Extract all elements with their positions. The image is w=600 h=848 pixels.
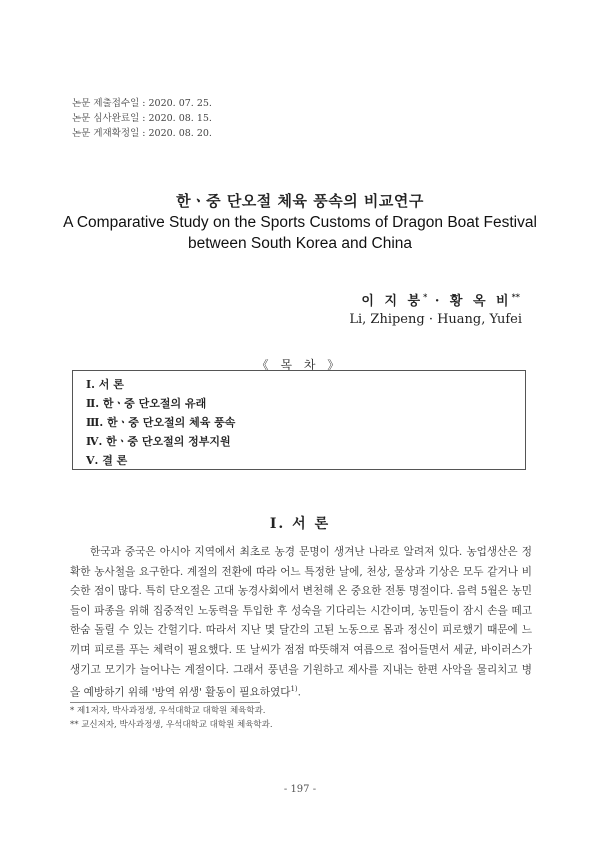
table-of-contents — [86, 375, 235, 470]
footnote-reference: 1) — [290, 685, 298, 694]
footnotes — [70, 704, 273, 732]
authors-korean — [361, 290, 520, 309]
submission-dates — [72, 96, 212, 141]
date-accepted: 논문 게재확정일 : 2020. 08. 20. — [72, 128, 212, 139]
authors-english: Li, Zhipeng · Huang, Yufei — [349, 312, 522, 327]
paper-title-english: A Comparative Study on the Sports Customs of Dragon Boat Festival between South Korea and China — [63, 214, 537, 252]
date-submitted: 논문 제출접수일 : 2020. 07. 25. — [72, 98, 212, 109]
page-number: - 197 - — [283, 784, 317, 795]
author-2-mark: ** — [511, 291, 520, 302]
footnote-first-author: * 제1저자, 박사과정생, 우석대학교 대학원 체육학과. — [70, 706, 266, 716]
toc-item: Ⅴ. 결 론 — [86, 454, 128, 467]
author-1: 이 지 붕 — [361, 294, 424, 309]
body-text: 한국과 중국은 아시아 지역에서 최초로 농경 문명이 생겨난 나라로 알려져 있다. 농업생산은 정확한 농사철을 요구한다. 계절의 전환에 따라 어느 특정한 날에, 천상, 물상과 기상은 모두 같거나 비슷한 점이 많다. 특히 단오절은 고대 농경사회에서 변천해 온 중요한 전통 명절이다. 음력 5월은 농민들이 파종을 위해 집중적인 노동력을 투입한 후 성숙을 기다리는 시간이며, 농민들이 잠시 손을 떼고 한숨 돌릴 수 있는 간헐기다. 따라서 지난 몇 달간의 고된 노동으로 몸과 정신이 피로했기 때문에 느끼며 피로를 푸는 체력이 필요했다. 또 날씨가 점점 따뜻해져 여름으로 접어들면서 세균, 바이러스가 생기고 모기가 늘어나는 계절이다. 그래서 풍년을 기원하고 제사를 지내는 한편 사악을 물리치고 병을 예방하기 위해 '방역 위생' 활동이 필요하였다 — [70, 546, 532, 699]
author-2: 황 옥 비 — [449, 294, 512, 309]
author-1-mark: * — [423, 291, 428, 302]
author-separator: · — [427, 294, 450, 309]
paper-title-korean: 한ㆍ중 단오절 체육 풍속의 비교연구 — [176, 192, 424, 210]
footnote-corresponding-author: ** 교신저자, 박사과정생, 우석대학교 대학원 체육학과. — [70, 720, 273, 730]
toc-heading: 《 목 차 》 — [256, 358, 344, 372]
section-heading: Ⅰ. 서 론 — [269, 516, 331, 532]
toc-item: Ⅳ. 한ㆍ중 단오절의 정부지원 — [86, 435, 231, 448]
toc-item: Ⅱ. 한ㆍ중 단오절의 유래 — [86, 397, 207, 410]
body-paragraph: 한국과 중국은 아시아 지역에서 최초로 농경 문명이 생겨난 나라로 알려져 있다. 농업생산은 정확한 농사철을 요구한다. 계절의 전환에 따라 어느 특정한 날에, 천상, 물상과 기상은 모두 같거나 비슷한 점이 많다. 특히 단오절은 고대 농경사회에서 변천해 온 중요한 전통 명절이다. 음력 5월은 농민들이 파종을 위해 집중적인 노동력을 투입한 후 성숙을 기다리는 시간이며, 농민들이 잠시 손을 떼고 한숨 돌릴 수 있는 간헐기다. 따라서 지난 몇 달간의 고된 노동으로 몸과 정신이 피로했기 때문에 느끼며 피로를 푸는 체력이 필요했다. 또 날씨가 점점 따뜻해져 여름으로 접어들면서 세균, 바이러스가 생기고 모기가 늘어나는 계절이다. 그래서 풍년을 기원하고 제사를 지내는 한편 사악을 물리치고 병을 예방하기 위해 '방역 위생' 활동이 필요하였다$^{1)}$. — [70, 546, 532, 699]
footnote-divider — [70, 702, 260, 703]
date-reviewed: 논문 심사완료일 : 2020. 08. 15. — [72, 113, 212, 124]
toc-item: Ⅰ. 서 론 — [86, 378, 124, 391]
toc-item: Ⅲ. 한ㆍ중 단오절의 체육 풍속 — [86, 416, 236, 429]
